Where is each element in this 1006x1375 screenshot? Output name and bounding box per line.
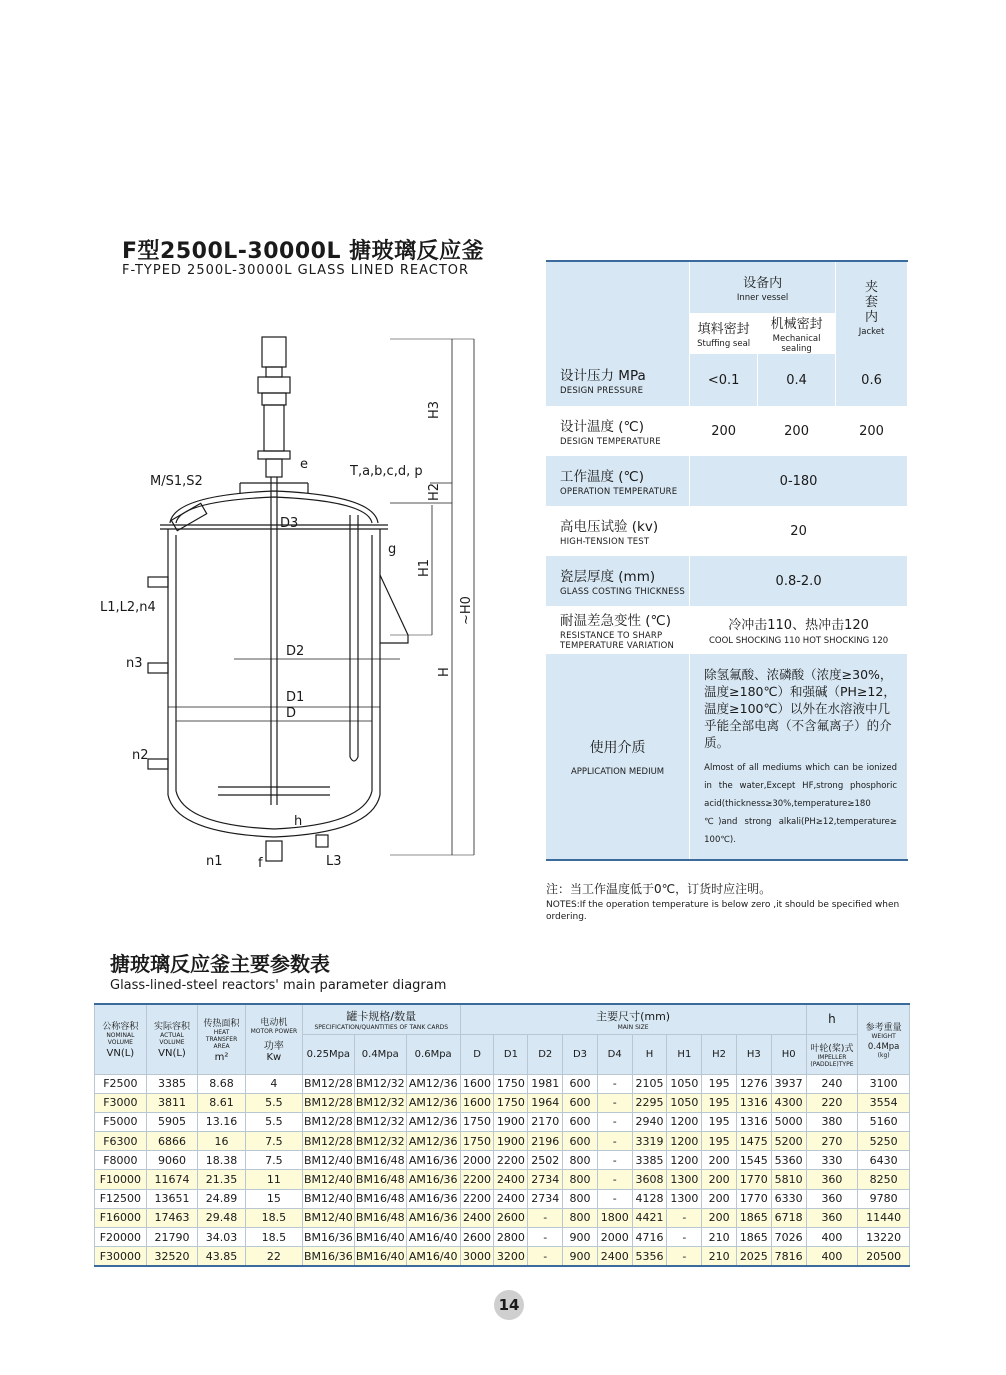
table-cell: 210 xyxy=(702,1247,737,1266)
spec-inner-vessel-header: 设备内 Inner vessel xyxy=(690,261,836,313)
table-cell: 1050 xyxy=(667,1093,702,1112)
table-cell: 6430 xyxy=(858,1151,910,1170)
table-cell: 1316 xyxy=(736,1093,771,1112)
label-d: D xyxy=(286,706,297,721)
table-cell: 17463 xyxy=(146,1208,198,1227)
table-cell: 16 xyxy=(198,1132,246,1151)
table-cell: 600 xyxy=(563,1132,598,1151)
table-cell: - xyxy=(528,1208,563,1227)
table-cell: 2200 xyxy=(460,1189,494,1208)
table-cell: 34.03 xyxy=(198,1228,246,1247)
table-cell: BM12/32 xyxy=(354,1112,406,1131)
table-cell: 5160 xyxy=(858,1112,910,1131)
label-tabc: T,a,b,c,d, p xyxy=(350,464,423,479)
table-cell: AM16/36 xyxy=(406,1170,460,1189)
table-cell: - xyxy=(667,1208,702,1227)
table-cell: F12500 xyxy=(95,1189,147,1208)
table-cell: BM12/28 xyxy=(302,1132,354,1151)
table-cell: 29.48 xyxy=(198,1208,246,1227)
table-cell: 240 xyxy=(806,1074,858,1093)
spec-pressure-v2: 0.4 xyxy=(758,354,836,406)
table-cell: BM12/32 xyxy=(354,1132,406,1151)
table-cell: 6718 xyxy=(771,1208,806,1227)
table-cell: 200 xyxy=(702,1189,737,1208)
label-h0: ~H0 xyxy=(459,596,474,625)
sub-8: H xyxy=(632,1034,667,1074)
table-cell: 900 xyxy=(563,1247,598,1266)
spec-shock-value: 冷冲击110、热冲击120 COOL SHOCKING 110 HOT SHOCKING 120 xyxy=(690,606,908,654)
table-cell: 4300 xyxy=(771,1093,806,1112)
table-cell: 2600 xyxy=(494,1208,528,1227)
spec-pressure-label: 设计压力 MPa DESIGN PRESSURE xyxy=(546,354,690,406)
table-row xyxy=(95,1074,910,1093)
table-cell: 4 xyxy=(245,1074,302,1093)
table-cell: 2295 xyxy=(632,1093,667,1112)
table-cell: 900 xyxy=(563,1228,598,1247)
table-cell: 1981 xyxy=(528,1074,563,1093)
spec-pressure-v3: 0.6 xyxy=(836,354,908,406)
table-row xyxy=(95,1112,910,1131)
table-cell: 800 xyxy=(563,1170,598,1189)
table-cell: 5356 xyxy=(632,1247,667,1266)
table-cell: 8250 xyxy=(858,1170,910,1189)
table-cell: 1900 xyxy=(494,1132,528,1151)
table-cell: 1770 xyxy=(736,1189,771,1208)
table-cell: 2200 xyxy=(460,1170,494,1189)
table-cell: 4128 xyxy=(632,1189,667,1208)
label-e: e xyxy=(300,457,308,472)
table-cell: 5905 xyxy=(146,1112,198,1131)
table-cell: 3319 xyxy=(632,1132,667,1151)
page-number: 14 xyxy=(494,1290,524,1320)
table-cell: 330 xyxy=(806,1151,858,1170)
table-cell: 43.85 xyxy=(198,1247,246,1266)
spec-thickness-value: 0.8-2.0 xyxy=(690,556,908,606)
table-cell: 2400 xyxy=(494,1189,528,1208)
table-cell: 5.5 xyxy=(245,1112,302,1131)
table-cell: 800 xyxy=(563,1151,598,1170)
table-cell: 1316 xyxy=(736,1112,771,1131)
table-cell: 1300 xyxy=(667,1170,702,1189)
label-h3: H3 xyxy=(427,400,442,419)
sub-6: D3 xyxy=(563,1034,598,1074)
table-cell: 5200 xyxy=(771,1132,806,1151)
table-cell: 600 xyxy=(563,1074,598,1093)
spec-tension-label: 高电压试验 (kv) HIGH-TENSION TEST xyxy=(546,506,690,556)
reactor-diagram xyxy=(90,325,490,885)
table-cell: BM12/28 xyxy=(302,1093,354,1112)
spec-stuffing-header: 填料密封 Stuffing seal xyxy=(690,313,758,354)
table-cell: BM16/48 xyxy=(354,1189,406,1208)
table-cell: - xyxy=(528,1247,563,1266)
table-cell: 195 xyxy=(702,1093,737,1112)
table-cell: 195 xyxy=(702,1112,737,1131)
table-row xyxy=(95,1151,910,1170)
sub-11: H3 xyxy=(736,1034,771,1074)
table-cell: 2734 xyxy=(528,1170,563,1189)
col-h: h xyxy=(806,1004,858,1034)
table-cell: 5250 xyxy=(858,1132,910,1151)
table-cell: 13651 xyxy=(146,1189,198,1208)
table-cell: 1750 xyxy=(494,1093,528,1112)
table-cell: 1200 xyxy=(667,1151,702,1170)
table-cell: 400 xyxy=(806,1228,858,1247)
param-table xyxy=(94,1003,910,1267)
table-cell: 360 xyxy=(806,1170,858,1189)
table-cell: 195 xyxy=(702,1132,737,1151)
table-cell: - xyxy=(597,1170,632,1189)
notes: 注：当工作温度低于0℃，订货时应注明。 NOTES:If the operation temperature is below zero ,it should be specified when ordering. xyxy=(546,882,900,922)
col-spec: 罐卡规格/数量 SPECIFICATION/QUANTITIES OF TANK CARDS xyxy=(302,1004,460,1034)
table-row xyxy=(95,1132,910,1151)
table-cell: AM16/36 xyxy=(406,1151,460,1170)
spec-temperature-v1: 200 xyxy=(690,406,758,456)
table-cell: 2400 xyxy=(597,1247,632,1266)
table-cell: 3385 xyxy=(632,1151,667,1170)
table-cell: 9060 xyxy=(146,1151,198,1170)
spec-temperature-label: 设计温度 (℃) DESIGN TEMPERATURE xyxy=(546,406,690,456)
table-cell: BM12/28 xyxy=(302,1074,354,1093)
table-cell: 8.61 xyxy=(198,1093,246,1112)
label-g: g xyxy=(388,542,397,557)
spec-shock-label: 耐温差急变性 (℃) RESISTANCE TO SHARP TEMPERATURE VARIATION xyxy=(546,606,690,654)
table-cell: 5.5 xyxy=(245,1093,302,1112)
table-cell: 1750 xyxy=(494,1074,528,1093)
table-cell: 800 xyxy=(563,1189,598,1208)
table-cell: F16000 xyxy=(95,1208,147,1227)
table-cell: 1865 xyxy=(736,1208,771,1227)
table-cell: 1300 xyxy=(667,1189,702,1208)
label-h: H xyxy=(437,667,452,677)
table-cell: F30000 xyxy=(95,1247,147,1266)
table-cell: 18.38 xyxy=(198,1151,246,1170)
table-cell: 1900 xyxy=(494,1112,528,1131)
table-cell: 7816 xyxy=(771,1247,806,1266)
label-d1: D1 xyxy=(286,690,305,705)
table-cell: 7026 xyxy=(771,1228,806,1247)
table-cell: - xyxy=(667,1247,702,1266)
table-cell: F6300 xyxy=(95,1132,147,1151)
table-cell: 9780 xyxy=(858,1189,910,1208)
table-cell: - xyxy=(597,1093,632,1112)
table-cell: - xyxy=(667,1228,702,1247)
table-cell: 2000 xyxy=(597,1228,632,1247)
col-nominal: 公称容积 NOMINAL VOLUME VN(L) xyxy=(95,1004,147,1074)
table-cell: 380 xyxy=(806,1112,858,1131)
table-cell: 11 xyxy=(245,1170,302,1189)
table-cell: 7.5 xyxy=(245,1151,302,1170)
label-h1: H1 xyxy=(417,558,432,577)
table-cell: 13.16 xyxy=(198,1112,246,1131)
table-row xyxy=(95,1247,910,1266)
table-cell: 2400 xyxy=(460,1208,494,1227)
table-cell: - xyxy=(597,1132,632,1151)
table-cell: 6866 xyxy=(146,1132,198,1151)
col-impeller: 叶轮(桨)式 IMPELLER (PADDLE)TYPE xyxy=(806,1034,858,1074)
spec-temperature-v3: 200 xyxy=(836,406,908,456)
table-cell: 3608 xyxy=(632,1170,667,1189)
sub-0: 0.25Mpa xyxy=(302,1034,354,1074)
spec-medium-value: 除氢氟酸、浓磷酸（浓度≥30%，温度≥180℃）和强碱（PH≥12，温度≥100℃）以外在水溶液中几乎能全部电离（不含氟离子）的介质。 Almost of all mediums which can be ionized in the water,Except HF,strong phosphoric acid(thickness≥30%,temperature≥180 ℃)and strong alkali(PH≥12,temperature≥ 100℃). xyxy=(690,654,908,860)
table-cell: 1750 xyxy=(460,1132,494,1151)
table-cell: 21790 xyxy=(146,1228,198,1247)
table-cell: 360 xyxy=(806,1208,858,1227)
table-cell: 3385 xyxy=(146,1074,198,1093)
table-cell: AM16/40 xyxy=(406,1247,460,1266)
table-cell: 2502 xyxy=(528,1151,563,1170)
table-cell: 5000 xyxy=(771,1112,806,1131)
table-cell: - xyxy=(597,1151,632,1170)
label-f: f xyxy=(258,856,263,871)
table-cell: - xyxy=(528,1228,563,1247)
table-cell: 2196 xyxy=(528,1132,563,1151)
table-cell: 3100 xyxy=(858,1074,910,1093)
param-title: 搪玻璃反应釜主要参数表 xyxy=(110,952,330,976)
table-cell: BM16/40 xyxy=(354,1247,406,1266)
table-cell: 18.5 xyxy=(245,1208,302,1227)
spec-jacket-header: 夹 套 内 Jacket xyxy=(836,261,908,354)
table-cell: 1475 xyxy=(736,1132,771,1151)
table-cell: BM16/48 xyxy=(354,1170,406,1189)
table-cell: 22 xyxy=(245,1247,302,1266)
table-cell: 210 xyxy=(702,1228,737,1247)
table-cell: 2734 xyxy=(528,1189,563,1208)
table-cell: 20500 xyxy=(858,1247,910,1266)
table-cell: 24.89 xyxy=(198,1189,246,1208)
table-cell: 600 xyxy=(563,1093,598,1112)
table-cell: 1600 xyxy=(460,1074,494,1093)
spec-operation-value: 0-180 xyxy=(690,456,908,506)
table-cell: AM16/36 xyxy=(406,1208,460,1227)
label-h2: H2 xyxy=(427,482,442,501)
table-cell: 21.35 xyxy=(198,1170,246,1189)
table-cell: 4421 xyxy=(632,1208,667,1227)
table-cell: - xyxy=(597,1112,632,1131)
col-heat: 传热面积 HEAT TRANSFER AREA m² xyxy=(198,1004,246,1074)
label-hsmall: h xyxy=(294,814,303,829)
table-cell: BM12/40 xyxy=(302,1189,354,1208)
table-cell: 18.5 xyxy=(245,1228,302,1247)
spec-tension-value: 20 xyxy=(690,506,908,556)
table-cell: AM12/36 xyxy=(406,1132,460,1151)
sub-4: D1 xyxy=(494,1034,528,1074)
table-cell: 195 xyxy=(702,1074,737,1093)
label-l3: L3 xyxy=(326,854,342,869)
table-cell: 2170 xyxy=(528,1112,563,1131)
spec-temperature-v2: 200 xyxy=(758,406,836,456)
table-cell: 15 xyxy=(245,1189,302,1208)
table-cell: 2600 xyxy=(460,1228,494,1247)
table-cell: BM12/40 xyxy=(302,1151,354,1170)
table-cell: BM16/48 xyxy=(354,1151,406,1170)
spec-mechanical-header: 机械密封 Mechanical sealing xyxy=(758,313,836,354)
table-cell: 600 xyxy=(563,1112,598,1131)
col-actual: 实际容积 ACTUAL VOLUME VN(L) xyxy=(146,1004,198,1074)
table-cell: 4716 xyxy=(632,1228,667,1247)
sub-9: H1 xyxy=(667,1034,702,1074)
table-cell: BM12/40 xyxy=(302,1170,354,1189)
table-cell: F8000 xyxy=(95,1151,147,1170)
table-cell: 1200 xyxy=(667,1112,702,1131)
label-d2: D2 xyxy=(286,644,305,659)
sub-2: 0.6Mpa xyxy=(406,1034,460,1074)
table-cell: 200 xyxy=(702,1170,737,1189)
table-cell: 2800 xyxy=(494,1228,528,1247)
table-cell: 3811 xyxy=(146,1093,198,1112)
spec-thickness-label: 瓷层厚度 (mm) GLASS COSTING THICKNESS xyxy=(546,556,690,606)
table-row xyxy=(95,1208,910,1227)
sub-3: D xyxy=(460,1034,494,1074)
table-cell: F2500 xyxy=(95,1074,147,1093)
table-cell: - xyxy=(597,1189,632,1208)
table-cell: 3554 xyxy=(858,1093,910,1112)
table-cell: BM16/40 xyxy=(354,1228,406,1247)
table-cell: BM16/36 xyxy=(302,1247,354,1266)
table-cell: 7.5 xyxy=(245,1132,302,1151)
table-cell: 3000 xyxy=(460,1247,494,1266)
table-row xyxy=(95,1228,910,1247)
table-cell: AM12/36 xyxy=(406,1093,460,1112)
label-d3: D3 xyxy=(280,516,299,531)
table-cell: 360 xyxy=(806,1189,858,1208)
col-size: 主要尺寸(mm) MAIN SIZE xyxy=(460,1004,806,1034)
table-cell: AM12/36 xyxy=(406,1112,460,1131)
table-cell: BM12/40 xyxy=(302,1208,354,1227)
table-cell: 2400 xyxy=(494,1170,528,1189)
table-cell: F10000 xyxy=(95,1170,147,1189)
col-motor: 电动机 MOTOR POWER 功率 Kw xyxy=(245,1004,302,1074)
table-cell: 400 xyxy=(806,1247,858,1266)
table-cell: 1050 xyxy=(667,1074,702,1093)
table-cell: 6330 xyxy=(771,1189,806,1208)
spec-medium-label: 使用介质 APPLICATION MEDIUM xyxy=(546,654,690,860)
table-cell: BM12/32 xyxy=(354,1074,406,1093)
page-subtitle: F-TYPED 2500L-30000L GLASS LINED REACTOR xyxy=(122,263,470,278)
label-n3: n3 xyxy=(126,656,143,671)
table-cell: 1770 xyxy=(736,1170,771,1189)
label-n2: n2 xyxy=(132,748,149,763)
table-cell: AM16/36 xyxy=(406,1189,460,1208)
label-l1: L1,L2,n4 xyxy=(100,600,156,615)
table-cell: 200 xyxy=(702,1208,737,1227)
table-cell: 11674 xyxy=(146,1170,198,1189)
label-ms: M/S1,S2 xyxy=(150,474,203,489)
sub-12: H0 xyxy=(771,1034,806,1074)
table-cell: 2025 xyxy=(736,1247,771,1266)
table-cell: 1545 xyxy=(736,1151,771,1170)
table-cell: 8.68 xyxy=(198,1074,246,1093)
table-cell: 1964 xyxy=(528,1093,563,1112)
sub-7: D4 xyxy=(597,1034,632,1074)
table-row xyxy=(95,1093,910,1112)
table-cell: 5360 xyxy=(771,1151,806,1170)
table-cell: 2105 xyxy=(632,1074,667,1093)
table-cell: 200 xyxy=(702,1151,737,1170)
spec-operation-label: 工作温度 (℃) OPERATION TEMPERATURE xyxy=(546,456,690,506)
table-cell: 3937 xyxy=(771,1074,806,1093)
col-weight: 参考重量 WEIGHT 0.4Mpa (kg) xyxy=(858,1004,910,1074)
table-row xyxy=(95,1170,910,1189)
sub-10: H2 xyxy=(702,1034,737,1074)
table-cell: 5810 xyxy=(771,1170,806,1189)
spec-table xyxy=(546,260,908,861)
table-cell: 270 xyxy=(806,1132,858,1151)
table-cell: BM16/36 xyxy=(302,1228,354,1247)
sub-1: 0.4Mpa xyxy=(354,1034,406,1074)
table-cell: 32520 xyxy=(146,1247,198,1266)
table-cell: 1200 xyxy=(667,1132,702,1151)
table-cell: 2940 xyxy=(632,1112,667,1131)
table-cell: BM16/48 xyxy=(354,1208,406,1227)
table-cell: 1600 xyxy=(460,1093,494,1112)
table-cell: 11440 xyxy=(858,1208,910,1227)
table-cell: BM12/32 xyxy=(354,1093,406,1112)
table-cell: F3000 xyxy=(95,1093,147,1112)
sub-5: D2 xyxy=(528,1034,563,1074)
table-cell: F5000 xyxy=(95,1112,147,1131)
table-cell: F20000 xyxy=(95,1228,147,1247)
table-cell: AM12/36 xyxy=(406,1074,460,1093)
table-cell: 220 xyxy=(806,1093,858,1112)
table-cell: 13220 xyxy=(858,1228,910,1247)
spec-corner xyxy=(546,261,690,354)
table-cell: BM12/28 xyxy=(302,1112,354,1131)
table-row xyxy=(95,1189,910,1208)
page-title: F型2500L-30000L 搪玻璃反应釜 xyxy=(122,239,485,264)
table-cell: - xyxy=(597,1074,632,1093)
param-subtitle: Glass-lined-steel reactors' main parameter diagram xyxy=(110,978,447,993)
label-n1: n1 xyxy=(206,854,223,869)
table-cell: AM16/40 xyxy=(406,1228,460,1247)
spec-pressure-v1: <0.1 xyxy=(690,354,758,406)
table-cell: 2200 xyxy=(494,1151,528,1170)
table-cell: 800 xyxy=(563,1208,598,1227)
table-cell: 2000 xyxy=(460,1151,494,1170)
table-cell: 1800 xyxy=(597,1208,632,1227)
table-cell: 3200 xyxy=(494,1247,528,1266)
table-cell: 1865 xyxy=(736,1228,771,1247)
table-cell: 1750 xyxy=(460,1112,494,1131)
table-cell: 1276 xyxy=(736,1074,771,1093)
